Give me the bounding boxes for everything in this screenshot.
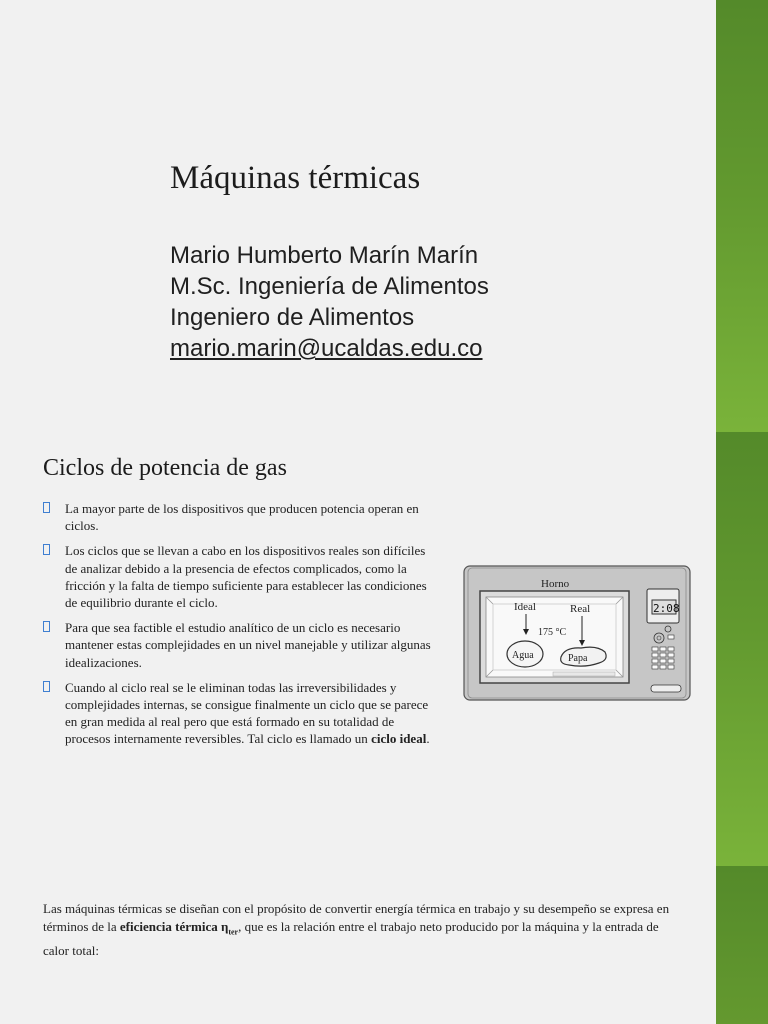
list-item: Los ciclos que se llevan a cabo en los dispositivos reales son difíciles de analizar debido a la presencia de efectos complicados, como la fricción y la falta de tiempo suficiente para establecer las condiciones de equilibrio durante el ciclo. [43,542,438,611]
oven-label: Horno [541,578,570,590]
green-bar-segment-3 [716,866,768,1024]
author-profession: Ingeniero de Alimentos [170,304,415,331]
slide-title: Máquinas térmicas [170,160,421,196]
author-email-link[interactable]: mario.marin@ucaldas.edu.co [170,335,483,362]
bullet-icon [43,681,50,692]
display-time: 2:08 [653,602,680,615]
bullet-list [43,500,438,756]
bullet-icon [43,544,50,555]
list-item: Cuando al ciclo real se le eliminan todas las irreversibilidades y complejidades internas, se consigue finalmente un ciclo que se parece en gran medida al real pero que está formado en su totalidad de procesos internamente reversibles. Tal ciclo es llamado un ciclo ideal. [43,679,438,748]
water-label: Agua [512,650,534,661]
list-item: La mayor parte de los dispositivos que producen potencia operan en ciclos. [43,500,438,534]
green-bar-segment-1 [716,0,768,432]
author-degree: M.Sc. Ingeniería de Alimentos [170,273,489,300]
author-block [170,240,489,364]
green-side-bar [716,0,768,1024]
potato-label: Papa [568,653,588,664]
list-item: Para que sea factible el estudio analítico de un ciclo es necesario mantener estas complejidades en un nivel manejable y utilizar algunas idealizaciones. [43,619,438,671]
oven-illustration [463,565,691,701]
door-button [651,685,681,692]
thermal-efficiency-term: eficiencia térmica $\eta_{ter}$ [119,919,239,937]
section-title: Ciclos de potencia de gas [43,455,287,481]
ideal-label: Ideal [514,601,536,613]
author-name: Mario Humberto Marín Marín [170,242,479,269]
real-label: Real [570,603,591,615]
efficiency-paragraph: Las máquinas térmicas se diseñan con el propósito de convertir energía térmica en trabajo y su desempeño se expresa en términos de la eficiencia térmica $\eta_{ter}$, que es la relación entre el trabajo neto producido por la máquina y la entrada de calor total: [43,901,670,958]
ideal-cycle-term: ciclo ideal [371,731,427,747]
temperature-label: 175 °C [538,627,567,638]
bullet-icon [43,621,50,632]
green-bar-segment-2 [716,432,768,866]
bullet-icon [43,502,50,513]
